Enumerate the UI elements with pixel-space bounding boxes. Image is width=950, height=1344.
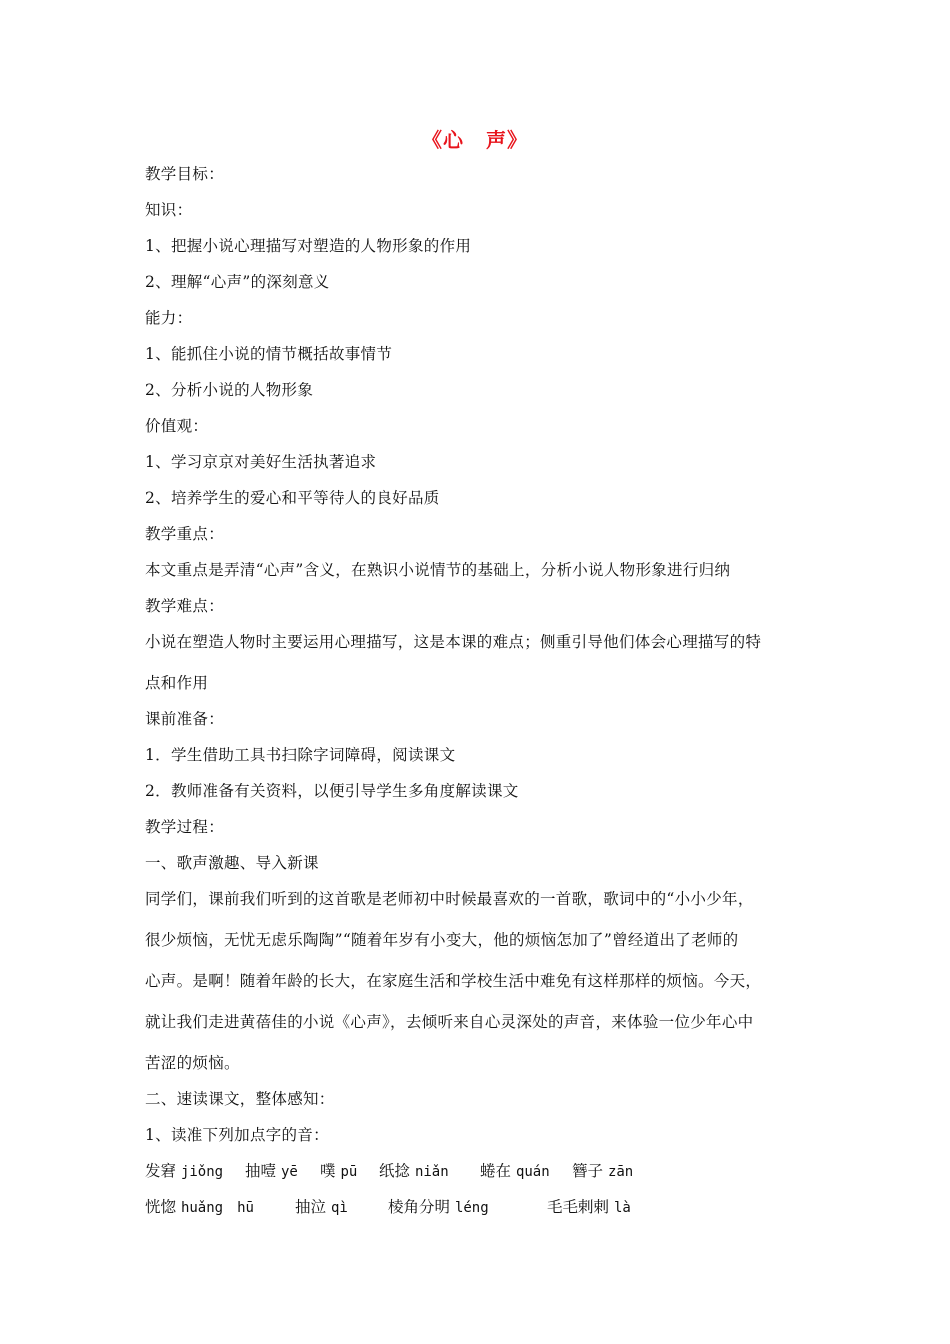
- pinyin-word: 噗: [320, 1162, 336, 1180]
- pinyin-item: [320, 1161, 357, 1182]
- pinyin-reading: huǎng hū: [180, 1200, 254, 1216]
- pinyin-reading: zān: [607, 1164, 634, 1180]
- pinyin-word: 纸捻: [379, 1162, 411, 1180]
- paragraph-line: 苦涩的烦恼。: [145, 1054, 240, 1072]
- pinyin-word: 毛毛剌剌: [547, 1198, 610, 1216]
- section-heading: 教学重点：: [145, 525, 225, 543]
- pinyin-reading: léng: [454, 1200, 489, 1216]
- sub-heading: 价值观：: [145, 417, 209, 435]
- pinyin-item: [295, 1197, 348, 1218]
- pinyin-word: 棱角分明: [388, 1198, 451, 1216]
- section-heading: 课前准备：: [145, 710, 225, 728]
- pinyin-item: [379, 1161, 449, 1182]
- sub-heading: 能力：: [145, 309, 193, 327]
- sub-heading: 一、歌声激趣、导入新课: [145, 854, 319, 872]
- list-item: 1、读准下列加点字的音：: [145, 1126, 329, 1144]
- title-part-1: 《心: [422, 128, 464, 152]
- paragraph-line: 小说在塑造人物时主要运用心理描写，这是本课的难点；侧重引导他们体会心理描写的特: [145, 633, 762, 651]
- paragraph-line: 同学们，课前我们听到的这首歌是老师初中时候最喜欢的一首歌，歌词中的“小小少年，: [145, 890, 754, 908]
- title-part-2: 声》: [486, 128, 528, 152]
- pinyin-reading: jiǒng: [180, 1164, 224, 1180]
- list-item: 2．教师准备有关资料，以便引导学生多角度解读课文: [145, 782, 519, 800]
- pinyin-reading: qì: [330, 1200, 348, 1216]
- paragraph-line: 点和作用: [145, 674, 209, 692]
- pinyin-item: [245, 1161, 298, 1182]
- list-item: 1、能抓住小说的情节概括故事情节: [145, 345, 393, 363]
- pinyin-row-2: [145, 1197, 665, 1217]
- pinyin-word: 发窘: [145, 1162, 177, 1180]
- pinyin-word: 抽噎: [245, 1162, 277, 1180]
- sub-heading: 二、速读课文，整体感知：: [145, 1090, 335, 1108]
- sub-heading: 知识：: [145, 201, 193, 219]
- section-heading: 教学目标：: [145, 165, 225, 183]
- pinyin-item: [572, 1161, 633, 1182]
- pinyin-item: [547, 1197, 631, 1218]
- pinyin-item: [388, 1197, 489, 1218]
- pinyin-row-1: [145, 1161, 665, 1181]
- pinyin-word: 蜷在: [480, 1162, 512, 1180]
- section-heading: 教学过程：: [145, 818, 225, 836]
- pinyin-reading: niǎn: [414, 1164, 449, 1180]
- paragraph-line: 很少烦恼，无忧无虑乐陶陶”“随着年岁有小变大，他的烦恼怎加了”曾经道出了老师的: [145, 931, 739, 949]
- pinyin-item: [145, 1197, 254, 1218]
- paragraph-line: 心声。是啊！随着年龄的长大，在家庭生活和学校生活中难免有这样那样的烦恼。今天，: [145, 972, 762, 990]
- pinyin-reading: là: [613, 1200, 631, 1216]
- list-item: 1、把握小说心理描写对塑造的人物形象的作用: [145, 237, 472, 255]
- list-item: 1．学生借助工具书扫除字词障碍，阅读课文: [145, 746, 456, 764]
- document-title: [0, 124, 950, 153]
- list-item: 2、分析小说的人物形象: [145, 381, 314, 399]
- list-item: 2、理解“心声”的深刻意义: [145, 273, 330, 291]
- pinyin-reading: pū: [340, 1164, 358, 1180]
- section-heading: 教学难点：: [145, 597, 225, 615]
- pinyin-item: [480, 1161, 550, 1182]
- pinyin-word: 抽泣: [295, 1198, 327, 1216]
- pinyin-reading: quán: [515, 1164, 550, 1180]
- pinyin-item: [145, 1161, 223, 1182]
- pinyin-word: 簪子: [572, 1162, 604, 1180]
- paragraph-line: 本文重点是弄清“心声”含义，在熟识小说情节的基础上，分析小说人物形象进行归纳: [145, 561, 731, 579]
- list-item: 1、学习京京对美好生活执著追求: [145, 453, 377, 471]
- list-item: 2、培养学生的爱心和平等待人的良好品质: [145, 489, 440, 507]
- paragraph-line: 就让我们走进黄蓓佳的小说《心声》，去倾听来自心灵深处的声音，来体验一位少年心中: [145, 1013, 754, 1031]
- pinyin-reading: yē: [280, 1164, 298, 1180]
- pinyin-word: 恍惚: [145, 1198, 177, 1216]
